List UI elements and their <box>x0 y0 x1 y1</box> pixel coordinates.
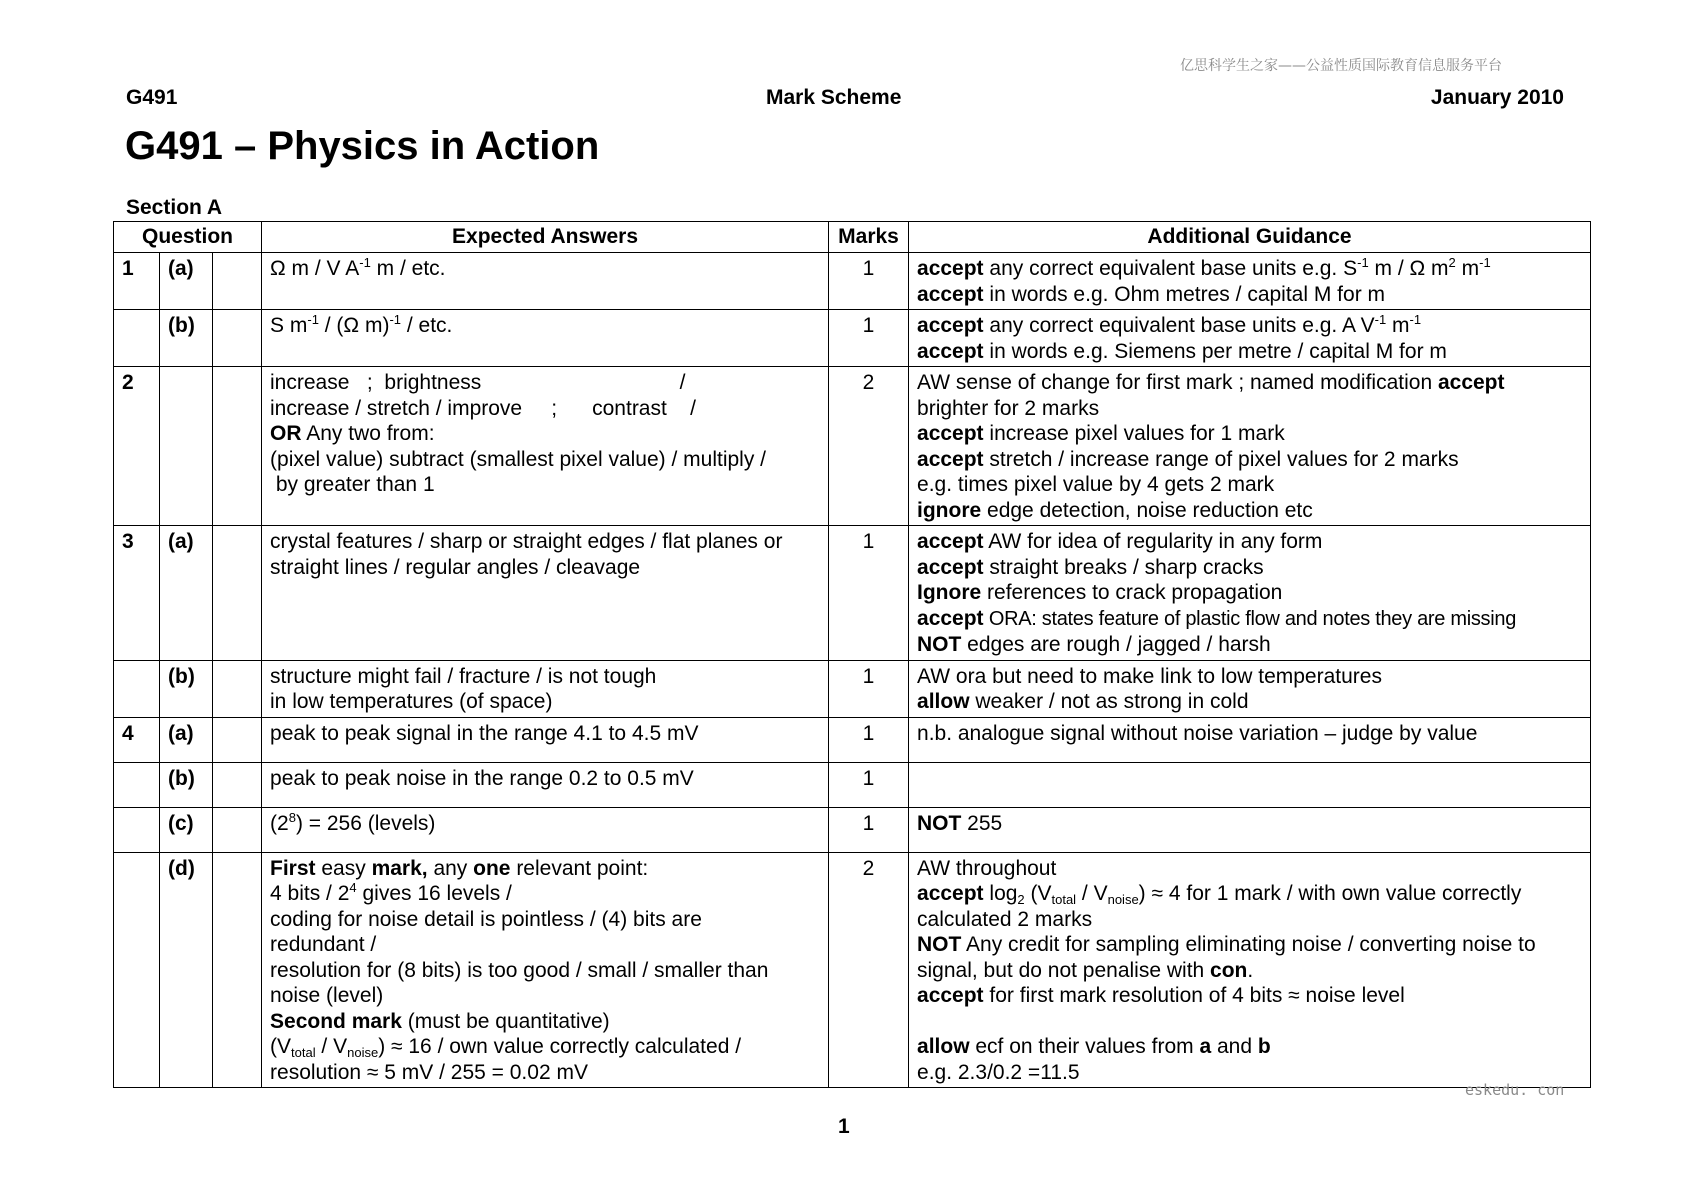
sub-part <box>213 310 262 367</box>
question-number: 3 <box>114 526 160 661</box>
header-code: G491 <box>126 86 178 109</box>
marks: 1 <box>829 310 909 367</box>
footer-site-text: eskedu. con <box>1465 1081 1565 1099</box>
question-part: (d) <box>160 852 213 1088</box>
marks: 2 <box>829 367 909 526</box>
expected-answer: increase ; brightness / increase / stretch / improve ; contrast / OR Any two from: (pixel value) subtract (smallest pixel value) / multiply / by greater than 1 <box>262 367 829 526</box>
question-number <box>114 310 160 367</box>
section-heading: Section A <box>126 196 223 219</box>
question-number <box>114 807 160 852</box>
question-part: (b) <box>160 310 213 367</box>
marks: 1 <box>829 807 909 852</box>
question-part: (c) <box>160 807 213 852</box>
col-question: Question <box>114 222 262 253</box>
marks: 1 <box>829 526 909 661</box>
guidance: AW throughout accept $\log_2 (V_{total} / V_{noise}) \approx 4$ for 1 mark / with own value correctly calculated 2 marks NOT Any credit for sampling eliminating noise / converting noise to signal, but do not penalise with con. accept for first mark resolution of 4 bits ≈ noise level allow ecf on their values from a and b e.g. 2.3/0.2 =11.5 <box>909 852 1591 1088</box>
question-part: (b) <box>160 762 213 807</box>
table-row <box>114 852 1591 1088</box>
question-part: (a) <box>160 526 213 661</box>
sub-part <box>213 762 262 807</box>
question-number: 1 <box>114 253 160 310</box>
col-answers: Expected Answers <box>262 222 829 253</box>
guidance: AW sense of change for first mark ; named modification accept brighter for 2 marks accept increase pixel values for 1 mark accept stretch / increase range of pixel values for 2 marks e.g. times pixel value by 4 gets 2 mark ignore edge detection, noise reduction etc <box>909 367 1591 526</box>
page-title: G491 – Physics in Action <box>125 124 600 168</box>
mark-scheme-table <box>113 221 1591 1088</box>
question-number <box>114 762 160 807</box>
table-row <box>114 367 1591 526</box>
guidance: accept AW for idea of regularity in any form accept straight breaks / sharp cracks Ignore references to crack propagation accept ORA: states feature of plastic flow and notes they are missing NOT edges are rough / jagged / harsh <box>909 526 1591 661</box>
marks: 1 <box>829 253 909 310</box>
col-marks: Marks <box>829 222 909 253</box>
expected-answer: peak to peak noise in the range 0.2 to 0.5 mV <box>262 762 829 807</box>
table-row <box>114 310 1591 367</box>
col-guidance: Additional Guidance <box>909 222 1591 253</box>
question-part <box>160 367 213 526</box>
sub-part <box>213 526 262 661</box>
table-row <box>114 253 1591 310</box>
expected-answer: S $m^{-1} / (\Omega$ m)$^{-1}$ / etc. <box>262 310 829 367</box>
question-number: 4 <box>114 717 160 762</box>
guidance: NOT 255 <box>909 807 1591 852</box>
expected-answer: crystal features / sharp or straight edges / flat planes or straight lines / regular angles / cleavage <box>262 526 829 661</box>
table-row <box>114 526 1591 661</box>
marks: 1 <box>829 660 909 717</box>
guidance: n.b. analogue signal without noise variation – judge by value <box>909 717 1591 762</box>
expected-answer: Ω m / V $A^{-1}$ m / etc. <box>262 253 829 310</box>
page-number: 1 <box>838 1115 850 1138</box>
question-number <box>114 852 160 1088</box>
table-row <box>114 717 1591 762</box>
question-number: 2 <box>114 367 160 526</box>
table-row <box>114 807 1591 852</box>
guidance: accept any correct equivalent base units e.g. A $V^{-1}$ $m^{-1}$ accept in words e.g. Siemens per metre / capital M for m <box>909 310 1591 367</box>
sub-part <box>213 852 262 1088</box>
page-header <box>126 86 1564 112</box>
sub-part <box>213 717 262 762</box>
guidance: accept any correct equivalent base units e.g. $S^{-1}$ m / Ω $m^2$ $m^{-1}$ accept in words e.g. Ohm metres / capital M for m <box>909 253 1591 310</box>
question-part: (a) <box>160 717 213 762</box>
expected-answer: structure might fail / fracture / is not tough in low temperatures (of space) <box>262 660 829 717</box>
expected-answer: $(2^8) = 256$ (levels) <box>262 807 829 852</box>
header-title: Mark Scheme <box>766 86 902 109</box>
expected-answer: peak to peak signal in the range 4.1 to 4.5 mV <box>262 717 829 762</box>
expected-answer: First easy mark, any one relevant point: 4 bits / $2^4$ gives 16 levels / coding for noise detail is pointless / (4) bits are redundant / resolution for (8 bits) is too good / small / smaller than noise (level) Second mark (must be quantitative) $(V_{total} / V_{noise}) \approx 16$ / own value correctly calculated / resolution ≈ 5 mV / 255 = 0.02 mV <box>262 852 829 1088</box>
marks: 1 <box>829 717 909 762</box>
sub-part <box>213 253 262 310</box>
marks: 2 <box>829 852 909 1088</box>
sub-part <box>213 367 262 526</box>
header-date: January 2010 <box>1430 86 1564 109</box>
sub-part <box>213 807 262 852</box>
watermark: 亿思科学生之家——公益性质国际教育信息服务平台 <box>1180 58 1502 74</box>
guidance <box>909 762 1591 807</box>
sub-part <box>213 660 262 717</box>
table-row <box>114 660 1591 717</box>
guidance: AW ora but need to make link to low temperatures allow weaker / not as strong in cold <box>909 660 1591 717</box>
question-part: (a) <box>160 253 213 310</box>
marks: 1 <box>829 762 909 807</box>
question-part: (b) <box>160 660 213 717</box>
table-row <box>114 762 1591 807</box>
question-number <box>114 660 160 717</box>
table-header-row <box>114 222 1591 253</box>
